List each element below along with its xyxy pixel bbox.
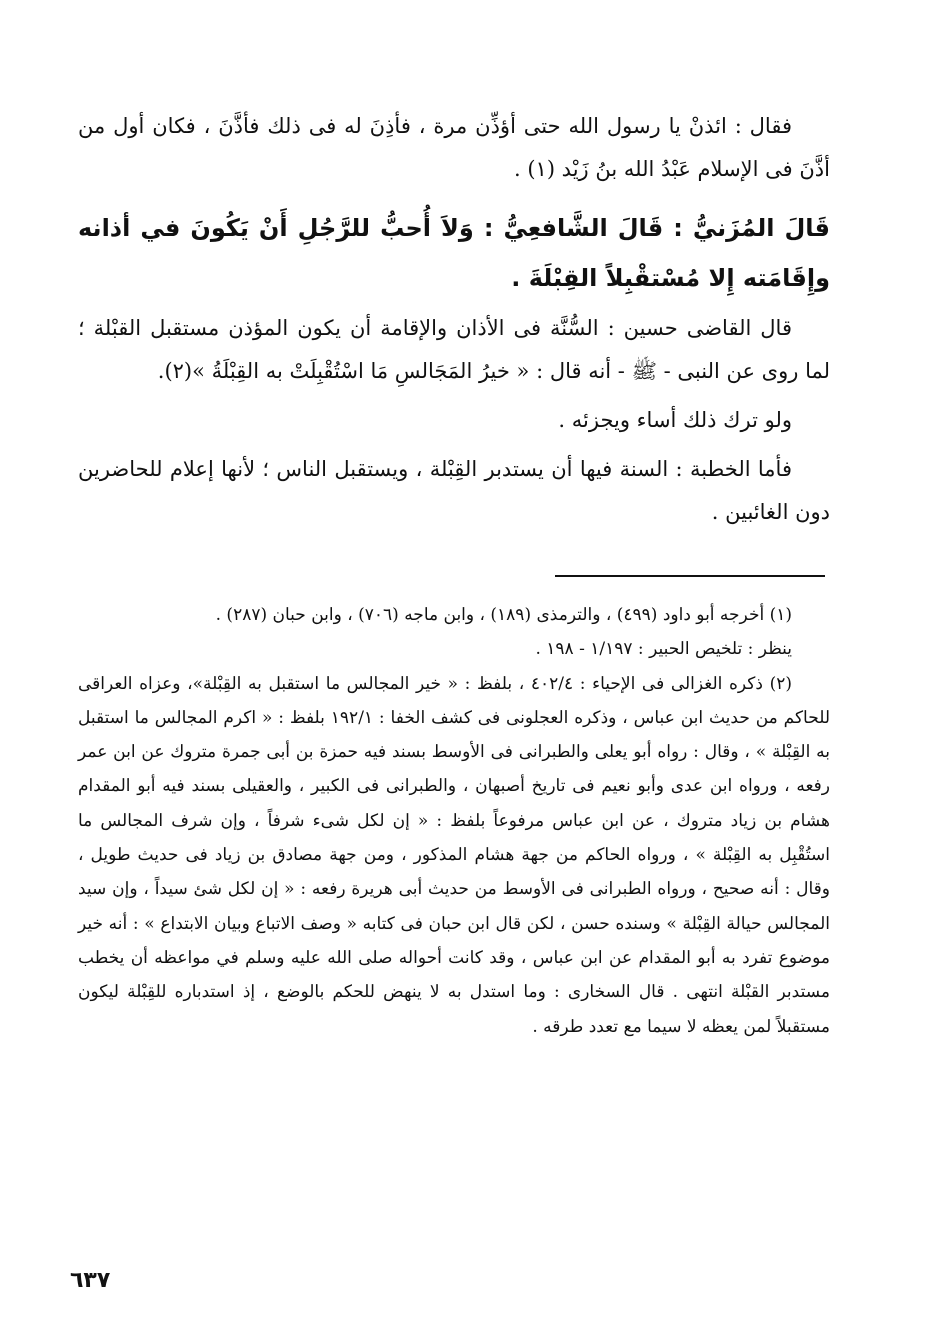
footnote-2: (٢) ذكره الغزالى فى الإحياء : ٤٠٢/٤ ، بلفظ : « خير المجالس ما استقبل به القِبْلة»، وعزاه العراقى للحاكم من حديث ابن عباس ، وذكره العجلونى فى كشف الخفا : ١٩٢/١ بلفظ : « اكرم المجالس ما استقبل به القِبْلة » ، وقال : رواه أبو يعلى والطبرانى فى الأوسط بسند فيه حمزة بن أبى جمرة متروك عن ابن عمر رفعه ، ورواه ابن عدى وأبو نعيم فى تاريخ أصبهان ، والطبرانى فى الكبير ، والعقيلى بسند فيه أبو المقدام هشام بن زياد متروك ، عن ابن عباس مرفوعاً بلفظ : « إن لكل شىء شرفاً ، وإن شرف المجالس ما استُقْبِل به القِبْلة » ، ورواه الحاكم من جهة هشام المذكور ، ومن جهة مصادق بن زياد فى حديث طويل ، وقال : أنه صحيح ، ورواه الطبرانى فى الأوسط من حديث أبى هريرة رفعه : « إن لكل شئ سيداً ، وإن سيد المجالس حيالة القِبْلة » وسنده حسن ، لكن قال ابن حبان فى كتابه « وصف الاتباع وبيان الابتداع » : أنه خير موضوع تفرد به أبو المقدام عن ابن عباس ، وقد كانت أحواله صلى الله عليه وسلم في مواعظه أن يخطب مستدبر القبْلة انتهى . قال السخارى : وما استدل به لا ينهض للحكم بالوضع ، إذ استدباره للقِبْلة ليكون مستقبلاً لمن يعظه لا سيما مع تعدد طرقه . (78, 673, 830, 1037)
footnote-1-reference: ينظر : تلخيص الحبير : ١/١٩٧ - ١٩٨ . (535, 639, 792, 660)
footnote-separator (555, 575, 825, 577)
paragraph-opening: فقال : ائذنْ يا رسول الله حتى أؤذِّن مرة ، فأذِنَ له فى ذلك فأذَّنَ ، فكان أول من أذَّنَ فى الإسلام عَبْدُ الله بنُ زَيْد (١) . (78, 114, 830, 181)
paragraph-if-left: ولو ترك ذلك أساء ويجزئه . (558, 408, 792, 432)
main-text (78, 105, 830, 534)
paragraph-qadi-husayn: قال القاضى حسين : السُّنَّة فى الأذان والإقامة أن يكون المؤذن مستقبل القبْلة ؛ لما روى عن النبى - ﷺ - أنه قال : « خيرُ المَجَالسِ مَا اسْتُقْبِلَتْ به القِبْلَةُ »(٢). (78, 316, 830, 383)
paragraph-khutba: فأما الخطبة : السنة فيها أن يستدبر القِبْلة ، ويستقبل الناس ؛ لأنها إعلام للحاضرين دون الغائبين . (78, 457, 830, 524)
rule-statement: قَالَ المُزَنيُّ : قَالَ الشَّافعِيُّ : وَلاَ أُحبُّ للرَّجُلِ أَنْ يَكُونَ في أذانه وإِقَامَته إِلا مُسْتقْبِلاً القِبْلَةَ . (78, 214, 830, 292)
footnote-1: (١) أخرجه أبو داود (٤٩٩) ، والترمذى (١٨٩) ، وابن ماجه (٧٠٦) ، وابن حبان (٢٨٧) . (215, 605, 792, 625)
footnotes (78, 598, 830, 1044)
page-number: ٦٣٧ (70, 1268, 111, 1293)
